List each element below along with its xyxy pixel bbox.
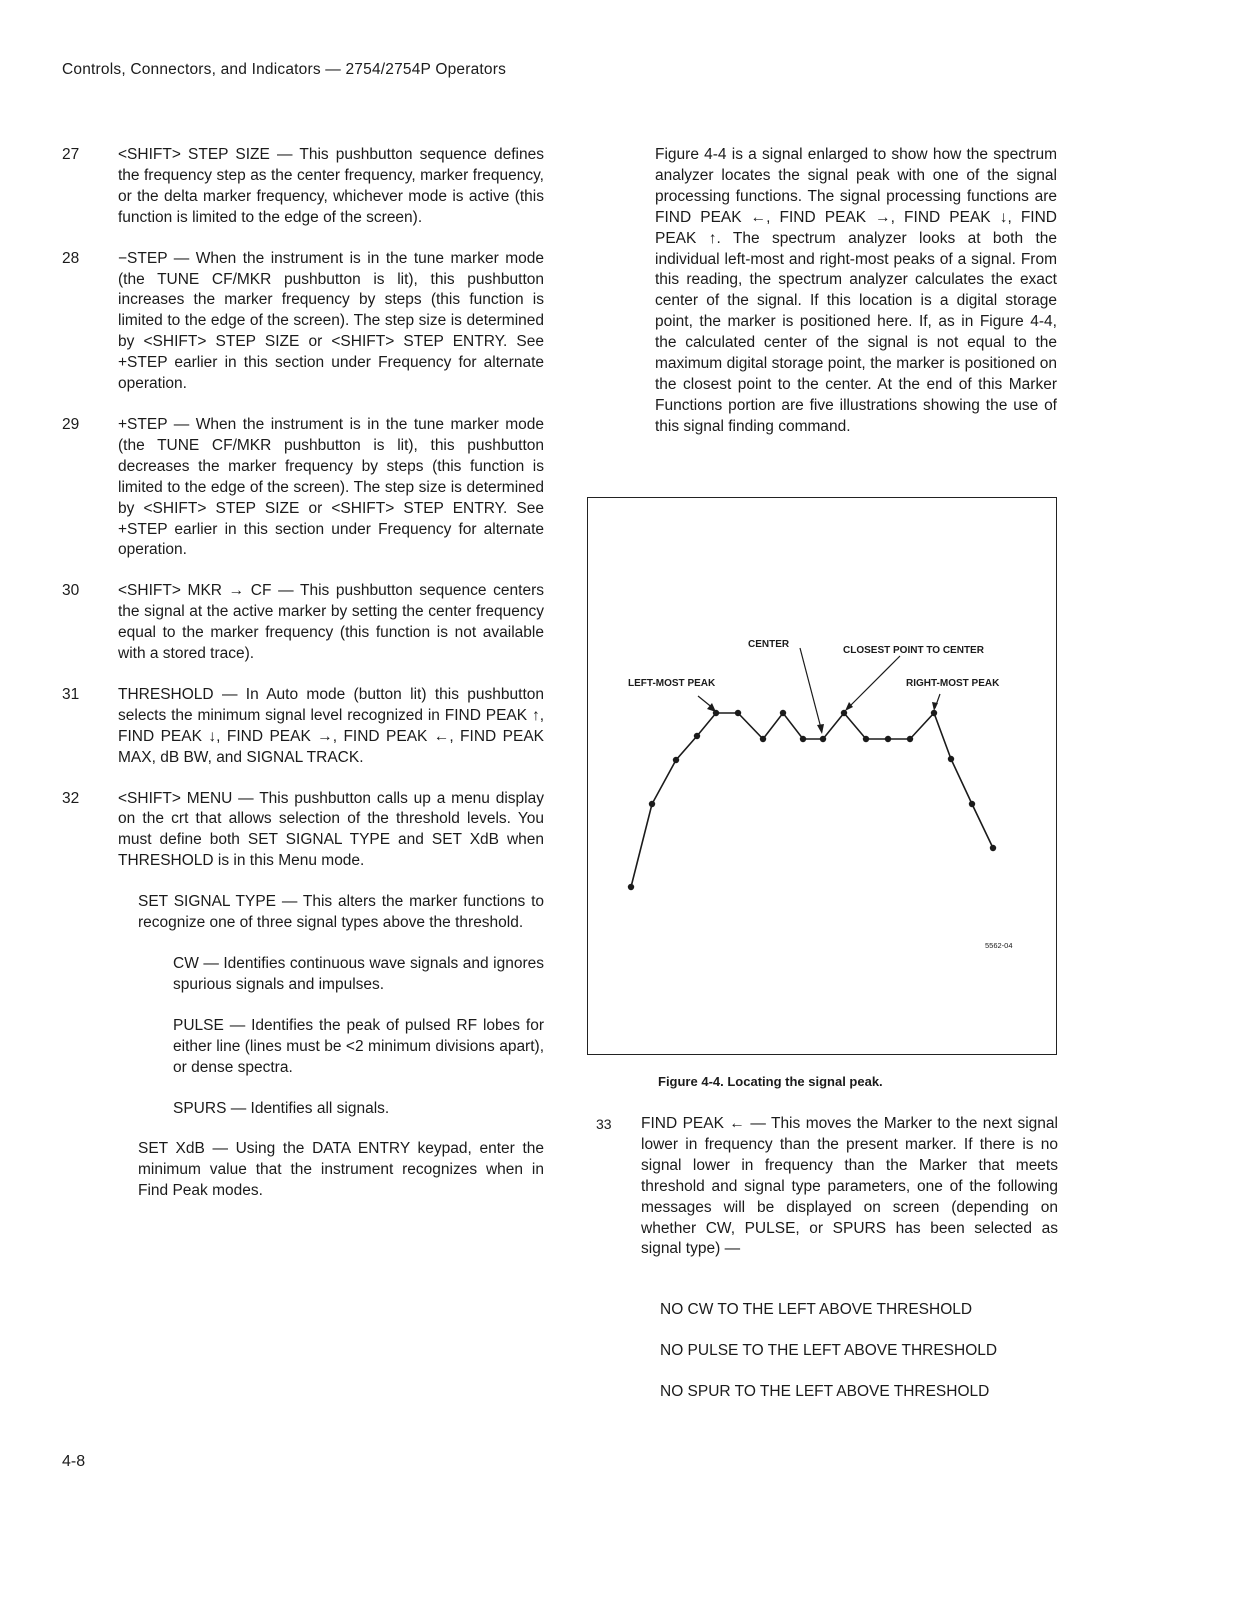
item-31 [62, 685, 544, 769]
item-28 [62, 249, 544, 395]
figure-caption: Figure 4-4. Locating the signal peak. [658, 1074, 883, 1089]
item-number: 29 [62, 415, 80, 433]
leader-arrowheads [707, 702, 938, 734]
message-spur: NO SPUR TO THE LEFT ABOVE THRESHOLD [660, 1383, 990, 1400]
message-pulse: NO PULSE TO THE LEFT ABOVE THRESHOLD [660, 1342, 998, 1359]
data-point [673, 757, 679, 763]
data-point [760, 736, 766, 742]
item-32 [62, 789, 544, 873]
signal-peak-diagram [588, 498, 1058, 1056]
label-closest-point: CLOSEST POINT TO CENTER [843, 645, 984, 656]
item-30 [62, 581, 544, 665]
data-point [907, 736, 913, 742]
arrowhead [932, 702, 938, 711]
item-number: 32 [62, 789, 80, 807]
item-33 [596, 1114, 1058, 1260]
page-number: 4-8 [62, 1453, 86, 1470]
item-text: FIND PEAK ← — This moves the Marker to the next signal lower in frequency than the present marker. If there is no signal lower in frequency than the Marker that meets threshold and signal type parameters, one of the following messages will be displayed on screen (depending on whether CW, PULSE, or SPURS has been selected as signal type) — [641, 1115, 1058, 1258]
set-signal-type-paragraph: SET SIGNAL TYPE — This alters the marker functions to recognize one of three signal types above the threshold. [138, 893, 544, 932]
item-text: +STEP — When the instrument is in the tune marker mode (the TUNE CF/MKR pushbutton is lit), this pushbutton decreases the marker frequency by steps (this function is limited to the edge of the screen). The step size is determined by <SHIFT> STEP SIZE or <SHIFT> STEP ENTRY. See +STEP earlier in this section under Frequency for alternate operation. [118, 415, 544, 559]
arrowhead [845, 702, 853, 711]
cw-paragraph: CW — Identifies continuous wave signals and ignores spurious signals and impulses. [173, 955, 544, 993]
item-text: <SHIFT> MKR → CF — This pushbutton sequence centers the signal at the active marker by setting the center frequency equal to the marker frequency (this function is not available with a stored trace). [118, 582, 544, 663]
item-text: −STEP — When the instrument is in the tune marker mode (the TUNE CF/MKR pushbutton is lit), this pushbutton increases the marker frequency by steps (this function is limited to the edge of the screen). The step size is determined by <SHIFT> STEP SIZE or <SHIFT> STEP ENTRY. See +STEP earlier in this section under Frequency for alternate operation. [118, 249, 544, 393]
leader-lines [698, 648, 940, 732]
data-point [969, 801, 975, 807]
figure-code: 5562-04 [985, 941, 1013, 950]
figure-intro-paragraph: Figure 4-4 is a signal enlarged to show how the spectrum analyzer locates the signal peak with one of the signal processing functions. The signal processing functions are FIND PEAK ←, FIND PEAK →, FIND PEAK ↓, FIND PEAK ↑. The spectrum analyzer looks at both the individual left-most and right-most peaks of a signal. From this reading, the spectrum analyzer calculates the exact center of the signal. If this location is a digital storage point, the marker is positioned here. If, as in Figure 4-4, the calculated center of the signal is not equal to the maximum digital storage point, the marker is positioned on the closest point to the center. At the end of this Marker Functions portion are five illustrations showing the use of this signal finding command. [655, 146, 1057, 435]
item-29 [62, 415, 544, 561]
item-text: THRESHOLD — In Auto mode (button lit) this pushbutton selects the minimum signal level recognized in FIND PEAK ↑, FIND PEAK ↓, FIND PEAK →, FIND PEAK ←, FIND PEAK MAX, dB BW, and SIGNAL TRACK. [118, 685, 544, 766]
data-point [841, 710, 847, 716]
message-list [660, 1301, 997, 1424]
data-point [694, 733, 700, 739]
spurs-paragraph: SPURS — Identifies all signals. [173, 1099, 390, 1117]
item-number: 27 [62, 146, 80, 163]
data-point [800, 736, 806, 742]
data-point [628, 884, 634, 890]
running-header: Controls, Connectors, and Indicators — 2754/2754P Operators [62, 61, 507, 78]
set-xdb-paragraph: SET XdB — Using the DATA ENTRY keypad, enter the minimum value that the instrument recognizes when in Find Peak modes. [138, 1140, 544, 1200]
figure-4-4 [587, 497, 1057, 1055]
data-point [885, 736, 891, 742]
message-cw: NO CW TO THE LEFT ABOVE THRESHOLD [660, 1301, 973, 1318]
label-right-most-peak: RIGHT-MOST PEAK [906, 678, 1000, 689]
item-number: 28 [62, 249, 80, 267]
arrowhead [817, 724, 824, 734]
item-text: <SHIFT> MENU — This pushbutton calls up a menu display on the crt that allows selection of the threshold levels. You must define both SET SIGNAL TYPE and SET XdB when THRESHOLD is in this Menu mode. [118, 789, 544, 870]
data-point [820, 736, 826, 742]
pulse-paragraph: PULSE — Identifies the peak of pulsed RF lobes for either line (lines must be <2 minimum divisions apart), or dense spectra. [173, 1016, 544, 1076]
item-27 [62, 145, 544, 229]
closest-point-leader [847, 656, 900, 709]
data-point [649, 801, 655, 807]
data-point [863, 736, 869, 742]
label-center: CENTER [748, 639, 790, 650]
data-point [948, 756, 954, 762]
trace-line [631, 713, 993, 887]
label-left-most-peak: LEFT-MOST PEAK [628, 678, 716, 689]
center-leader [800, 648, 822, 732]
trace-points [628, 710, 996, 890]
item-number: 33 [596, 1116, 612, 1132]
data-point [990, 845, 996, 851]
left-column [62, 145, 544, 1222]
data-point [780, 710, 786, 716]
data-point [735, 710, 741, 716]
item-text: <SHIFT> STEP SIZE — This pushbutton sequence defines the frequency step as the center frequency, marker frequency, or the delta marker frequency, whichever mode is active (this function is limited to the edge of the screen). [118, 146, 544, 226]
item-number: 30 [62, 582, 80, 600]
item-number: 31 [62, 685, 80, 703]
